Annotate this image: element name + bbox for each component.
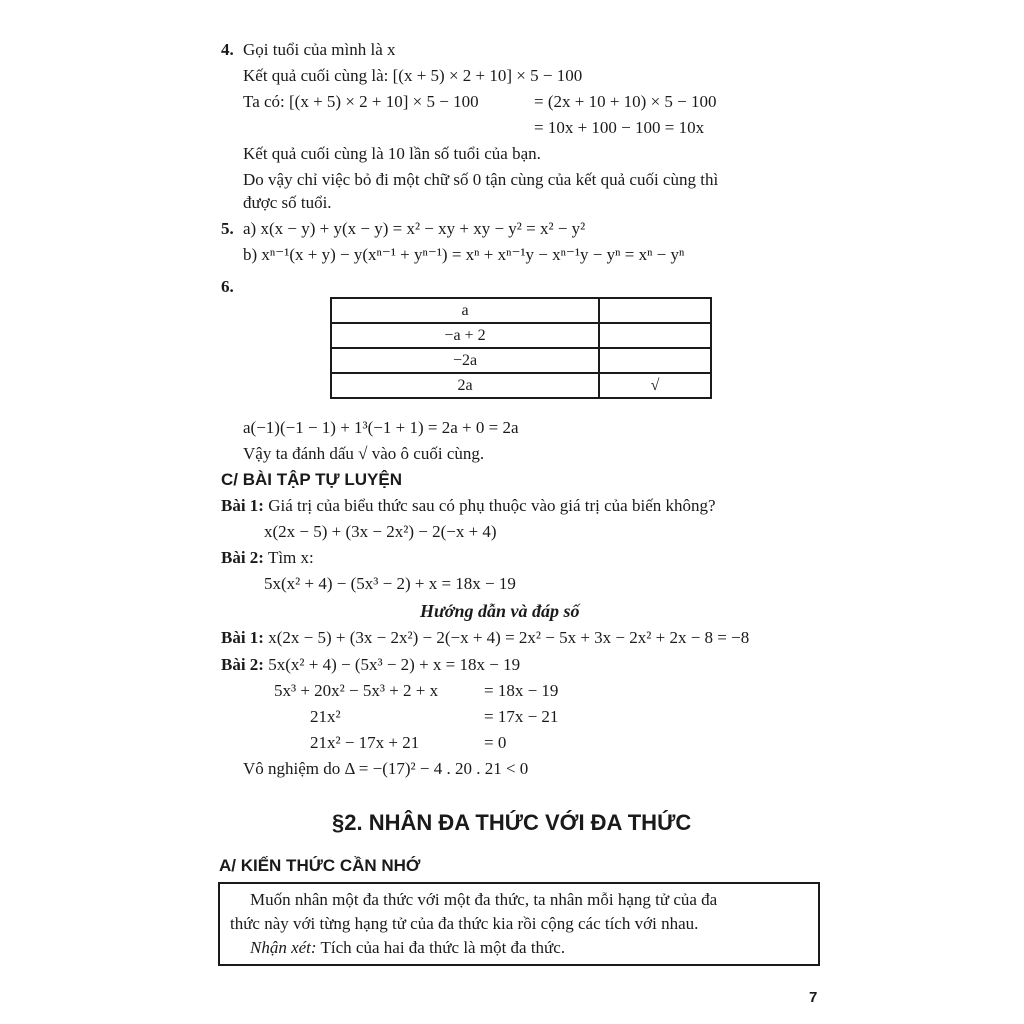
table-row	[331, 323, 711, 348]
answer-1-text: x(2x − 5) + (3x − 2x²) − 2(−x + 4) = 2x² − 5x + 3x − 2x² + 2x − 8 = −8	[268, 628, 750, 647]
problem-4-line-3-left: Ta có: [(x + 5) × 2 + 10] × 5 − 100	[243, 92, 479, 111]
exercise-1-label: Bài 1:	[221, 496, 264, 515]
problem-4-line-7: được số tuổi.	[243, 193, 332, 212]
answer-2-line-2-right: = 18x − 19	[484, 681, 559, 700]
problem-5-number: 5.	[221, 219, 234, 238]
remark-text: Tích của hai đa thức là một đa thức.	[320, 938, 566, 957]
problem-4-line-2: Kết quả cuối cùng là: [(x + 5) × 2 + 10] × 5 − 100	[243, 66, 583, 85]
table-row	[331, 373, 711, 398]
table-cell-mark	[599, 298, 711, 323]
problem-6-conclusion: Vậy ta đánh dấu √ vào ô cuối cùng.	[243, 444, 485, 463]
answer-2-line-5: Vô nghiệm do Δ = −(17)² − 4 . 20 . 21 < 0	[243, 759, 529, 778]
problem-5a: a) x(x − y) + y(x − y) = x² − xy + xy − y² = x² − y²	[243, 219, 586, 238]
knowledge-line-1: Muốn nhân một đa thức với một đa thức, ta nhân mỗi hạng tử của đa	[250, 890, 718, 909]
section-2-subheading: A/ KIẾN THỨC CẦN NHỚ	[219, 856, 421, 875]
page-number: 7	[809, 989, 818, 1006]
table-cell-mark	[599, 323, 711, 348]
section-2-title: §2. NHÂN ĐA THỨC VỚI ĐA THỨC	[332, 810, 692, 835]
knowledge-box	[218, 882, 820, 966]
answer-1-label: Bài 1:	[221, 628, 264, 647]
table-row	[331, 348, 711, 373]
exercise-1-question: Giá trị của biểu thức sau có phụ thuộc vào giá trị của biến không?	[268, 496, 716, 515]
table-cell-expr: 2a	[331, 373, 599, 398]
answer-2-line-4-right: = 0	[484, 733, 507, 752]
answer-2-line-1: 5x(x² + 4) − (5x³ − 2) + x = 18x − 19	[268, 655, 521, 674]
answer-table	[330, 297, 712, 399]
answer-2-line-3-right: = 17x − 21	[484, 707, 559, 726]
table-cell-mark: √	[599, 373, 711, 398]
table-cell-expr: a	[331, 298, 599, 323]
table-cell-expr: −2a	[331, 348, 599, 373]
problem-4-line-4: = 10x + 100 − 100 = 10x	[534, 118, 705, 137]
exercise-2-label: Bài 2:	[221, 548, 264, 567]
answer-2-line-3-left: 21x²	[310, 707, 341, 726]
problem-4-line-6: Do vậy chỉ việc bỏ đi một chữ số 0 tận cùng của kết quả cuối cùng thì	[243, 170, 719, 189]
problem-4-line-1: Gọi tuổi của mình là x	[243, 40, 396, 59]
problem-4-line-3-right: = (2x + 10 + 10) × 5 − 100	[534, 92, 717, 111]
knowledge-line-2: thức này với từng hạng tử của đa thức kia rồi cộng các tích với nhau.	[230, 914, 699, 933]
problem-4-number: 4.	[221, 40, 234, 59]
exercise-2-question: Tìm x:	[267, 548, 314, 567]
answer-2-line-2-left: 5x³ + 20x² − 5x³ + 2 + x	[274, 681, 439, 700]
table-cell-expr: −a + 2	[331, 323, 599, 348]
problem-6-calculation: a(−1)(−1 − 1) + 1³(−1 + 1) = 2a + 0 = 2a	[243, 418, 519, 437]
problem-5b: b) xⁿ⁻¹(x + y) − y(xⁿ⁻¹ + yⁿ⁻¹) = xⁿ + xⁿ⁻¹y − xⁿ⁻¹y − yⁿ = xⁿ − yⁿ	[243, 245, 685, 264]
answer-2-label: Bài 2:	[221, 655, 264, 674]
problem-4-line-5: Kết quả cuối cùng là 10 lần số tuổi của bạn.	[243, 144, 541, 163]
section-c-heading: C/ BÀI TẬP TỰ LUYỆN	[221, 470, 402, 489]
exercise-1-expression: x(2x − 5) + (3x − 2x²) − 2(−x + 4)	[264, 522, 497, 541]
exercise-2-expression: 5x(x² + 4) − (5x³ − 2) + x = 18x − 19	[264, 574, 516, 593]
table-row	[331, 298, 711, 323]
table-cell-mark	[599, 348, 711, 373]
guide-heading: Hướng dẫn và đáp số	[420, 601, 580, 621]
remark-label: Nhận xét:	[250, 938, 317, 957]
problem-6-number: 6.	[221, 277, 234, 296]
answer-2-line-4-left: 21x² − 17x + 21	[310, 733, 420, 752]
